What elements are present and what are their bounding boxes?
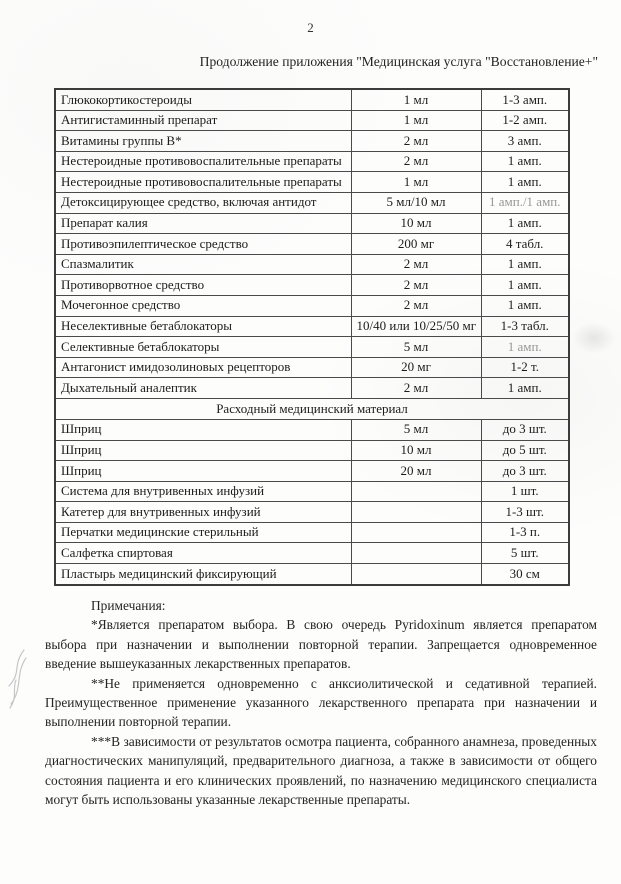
note-paragraph: ***В зависимости от результатов осмотра пациента, собранного анамнеза, проведенных диагностических манипуляций, предварительного диагноза, а также в зависимости от общего состояния пациента и его клинических проявлений, по назначению медицинского специалиста могут быть использованы указанные лекарственные препараты. (45, 733, 597, 808)
cell-qty: 5 шт. (481, 543, 569, 564)
cell-name: Глюкокортикостероиды (55, 89, 351, 110)
cell-qty: 1 амп. (481, 295, 569, 316)
cell-dose: 200 мг (351, 234, 481, 255)
cell-qty: 1 амп. (481, 213, 569, 234)
cell-qty: 1 амп. (481, 337, 569, 358)
cell-dose: 2 мл (351, 275, 481, 296)
cell-dose: 20 мг (351, 357, 481, 378)
cell-dose (351, 481, 481, 502)
cell-qty: 1 амп. (481, 378, 569, 399)
notes-heading: Примечания: (91, 598, 166, 613)
cell-qty: 1 амп. (481, 275, 569, 296)
cell-qty: 30 см (481, 564, 569, 585)
cell-dose: 10 мл (351, 440, 481, 461)
cell-qty: 1-3 амп. (481, 89, 569, 110)
cell-name: Катетер для внутривенных инфузий (55, 502, 351, 523)
table-row (55, 110, 569, 131)
table-row (55, 440, 569, 461)
table-row (55, 131, 569, 152)
table-row (55, 254, 569, 275)
cell-qty: 1 амп. (481, 172, 569, 193)
cell-dose: 2 мл (351, 131, 481, 152)
doc-title: Продолжение приложения "Медицинская услуга "Восстановление+" (199, 54, 598, 69)
cell-name: Селективные бетаблокаторы (55, 337, 351, 358)
cell-dose: 5 мл/10 мл (351, 192, 481, 213)
cell-qty: до 5 шт. (481, 440, 569, 461)
table-row (55, 461, 569, 482)
table-row (55, 357, 569, 378)
pencil-scribble-mark (2, 646, 34, 718)
cell-qty: 1 амп./1 амп. (481, 192, 569, 213)
cell-name: Система для внутривенных инфузий (55, 481, 351, 502)
table-row (55, 481, 569, 502)
medication-table (54, 88, 570, 586)
cell-name: Пластырь медицинский фиксирующий (55, 564, 351, 585)
cell-dose: 1 мл (351, 172, 481, 193)
cell-dose (351, 522, 481, 543)
table-row (55, 378, 569, 399)
cell-name: Перчатки медицинские стерильный (55, 522, 351, 543)
cell-name: Шприц (55, 461, 351, 482)
cell-dose: 5 мл (351, 419, 481, 440)
table-row (55, 213, 569, 234)
cell-name: Препарат калия (55, 213, 351, 234)
note-paragraph: **Не применяется одновременно с анксиолитической и седативной терапией. Преимущественное применение указанного лекарственного препарата при назначении и выполнении повторной терапии. (45, 675, 597, 730)
cell-dose (351, 502, 481, 523)
table-row (55, 172, 569, 193)
cell-dose: 2 мл (351, 295, 481, 316)
table-section-row (55, 398, 569, 419)
cell-name: Антигистаминный препарат (55, 110, 351, 131)
table-row (55, 316, 569, 337)
cell-qty: 1 шт. (481, 481, 569, 502)
cell-qty: до 3 шт. (481, 419, 569, 440)
notes-section (45, 596, 597, 809)
table-body (55, 89, 569, 585)
cell-qty: 3 амп. (481, 131, 569, 152)
cell-qty: до 3 шт. (481, 461, 569, 482)
table-row (55, 564, 569, 585)
table-row (55, 419, 569, 440)
table-row (55, 502, 569, 523)
cell-name: Мочегонное средство (55, 295, 351, 316)
cell-name: Шприц (55, 419, 351, 440)
cell-name: Нестероидные противовоспалительные препараты (55, 151, 351, 172)
note-paragraph: *Является препаратом выбора. В свою очередь Pyridoxinum является препаратом выбора при назначении и выполнении повторной терапии. Запрещается одновременное введение вышеуказанных лекарственных препаратов. (45, 617, 597, 672)
cell-name: Противорвотное средство (55, 275, 351, 296)
cell-name: Антагонист имидозолиновых рецепторов (55, 357, 351, 378)
cell-name: Нестероидные противовоспалительные препараты (55, 172, 351, 193)
cell-name: Салфетка спиртовая (55, 543, 351, 564)
cell-qty: 4 табл. (481, 234, 569, 255)
cell-dose: 10 мл (351, 213, 481, 234)
cell-qty: 1-2 амп. (481, 110, 569, 131)
cell-name: Дыхательный аналептик (55, 378, 351, 399)
cell-name: Неселективные бетаблокаторы (55, 316, 351, 337)
table-row (55, 275, 569, 296)
cell-dose: 1 мл (351, 110, 481, 131)
cell-dose (351, 543, 481, 564)
table-row (55, 522, 569, 543)
table-row (55, 89, 569, 110)
cell-dose: 10/40 или 10/25/50 мг (351, 316, 481, 337)
table-row (55, 543, 569, 564)
cell-qty: 1 амп. (481, 151, 569, 172)
cell-dose: 2 мл (351, 151, 481, 172)
cell-name: Спазмалитик (55, 254, 351, 275)
table-row (55, 151, 569, 172)
cell-qty: 1-3 п. (481, 522, 569, 543)
table-row (55, 337, 569, 358)
cell-qty: 1-3 шт. (481, 502, 569, 523)
cell-name: Противоэпилептическое средство (55, 234, 351, 255)
cell-qty: 1-2 т. (481, 357, 569, 378)
cell-name: Детоксицирующее средство, включая антидот (55, 192, 351, 213)
cell-dose: 2 мл (351, 254, 481, 275)
cell-name: Витамины группы В* (55, 131, 351, 152)
cell-name: Шприц (55, 440, 351, 461)
cell-dose: 1 мл (351, 89, 481, 110)
cell-dose: 20 мл (351, 461, 481, 482)
section-header-cell: Расходный медицинский материал (55, 398, 569, 419)
scan-smudge (572, 322, 616, 354)
cell-dose (351, 564, 481, 585)
cell-dose: 2 мл (351, 378, 481, 399)
table-row (55, 192, 569, 213)
cell-qty: 1-3 табл. (481, 316, 569, 337)
cell-dose: 5 мл (351, 337, 481, 358)
table-row (55, 295, 569, 316)
table-row (55, 234, 569, 255)
cell-qty: 1 амп. (481, 254, 569, 275)
page-number: 2 (307, 20, 314, 35)
